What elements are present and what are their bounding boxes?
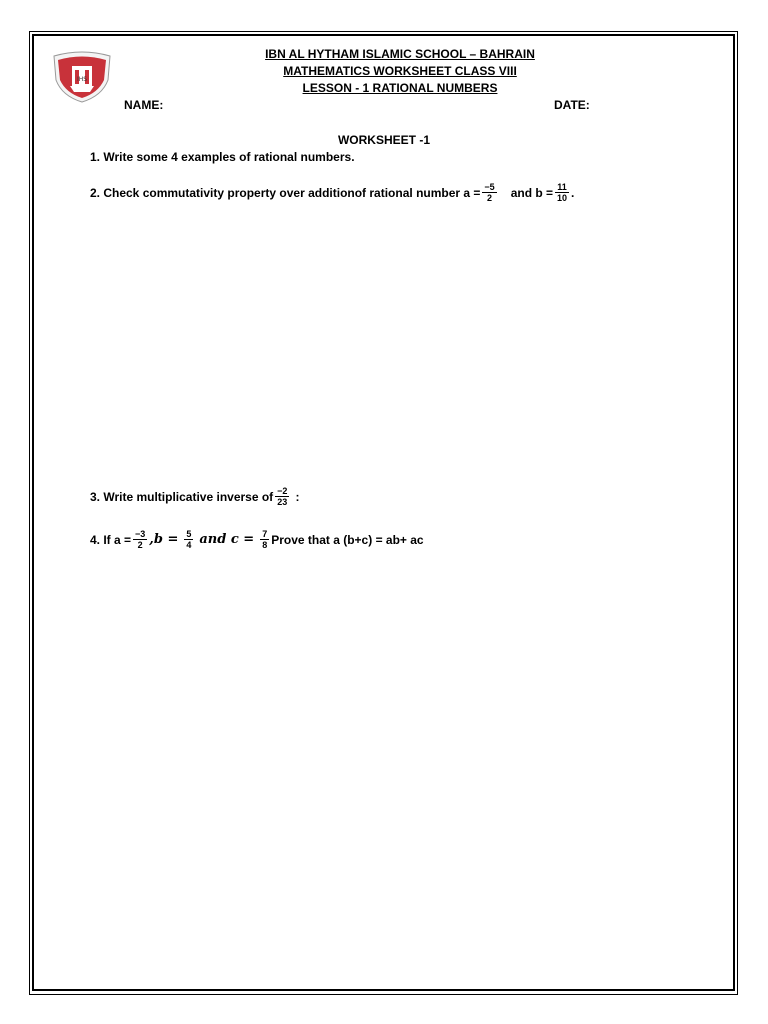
fraction-numerator: 11: [557, 182, 567, 192]
question-2-text: 2. Check commutativity property over additionof rational number a =: [90, 185, 481, 200]
fraction-numerator: −2: [277, 486, 288, 496]
fraction-numerator: 7: [262, 529, 268, 539]
fraction-denominator: 8: [262, 540, 268, 550]
question-2: [90, 182, 574, 203]
question-3: [90, 486, 299, 507]
fraction-denominator: 2: [137, 540, 143, 550]
question-3-end: :: [295, 489, 300, 504]
school-logo-icon: [50, 50, 114, 104]
name-label: NAME:: [124, 98, 164, 112]
question-2-end: .: [571, 185, 575, 200]
fraction-denominator: 4: [186, 540, 192, 550]
question-4-lead: 4. If a =: [90, 532, 132, 547]
question-3-text: 3. Write multiplicative inverse of: [90, 489, 274, 504]
fraction-denominator: 23: [277, 497, 288, 507]
fraction-b: [555, 182, 569, 203]
question-2-and-b: and b =: [510, 185, 554, 200]
fraction-denominator: 2: [487, 193, 493, 203]
question-4-tail: Prove that a (b+c) = ab+ ac: [271, 532, 424, 547]
variable-b: b =: [153, 532, 179, 547]
fraction-a: [133, 529, 147, 550]
fraction-numerator: 5: [186, 529, 192, 539]
page-border-inner: [32, 34, 735, 991]
fraction-a: [482, 182, 496, 203]
logo-text: IHS: [76, 76, 88, 83]
question-4: [90, 529, 424, 550]
date-label: DATE:: [554, 98, 590, 112]
fraction-denominator: 10: [557, 193, 568, 203]
fraction-numerator: −3: [135, 529, 146, 539]
question-1: [90, 150, 355, 164]
question-1-text: 1. Write some 4 examples of rational numbers.: [90, 150, 355, 164]
school-name: IBN AL HYTHAM ISLAMIC SCHOOL – BAHRAIN: [265, 47, 535, 61]
fraction-c: [260, 529, 269, 550]
fraction-b: [184, 529, 193, 550]
lesson-title: LESSON - 1 RATIONAL NUMBERS: [302, 81, 498, 95]
worksheet-heading: WORKSHEET -1: [337, 133, 430, 147]
comma-separator: ,: [149, 532, 154, 547]
and-c-expression: and c =: [199, 532, 255, 547]
fraction-inverse: [275, 486, 289, 507]
worksheet-title: MATHEMATICS WORKSHEET CLASS VIII: [283, 64, 517, 78]
fraction-numerator: −5: [484, 182, 495, 192]
